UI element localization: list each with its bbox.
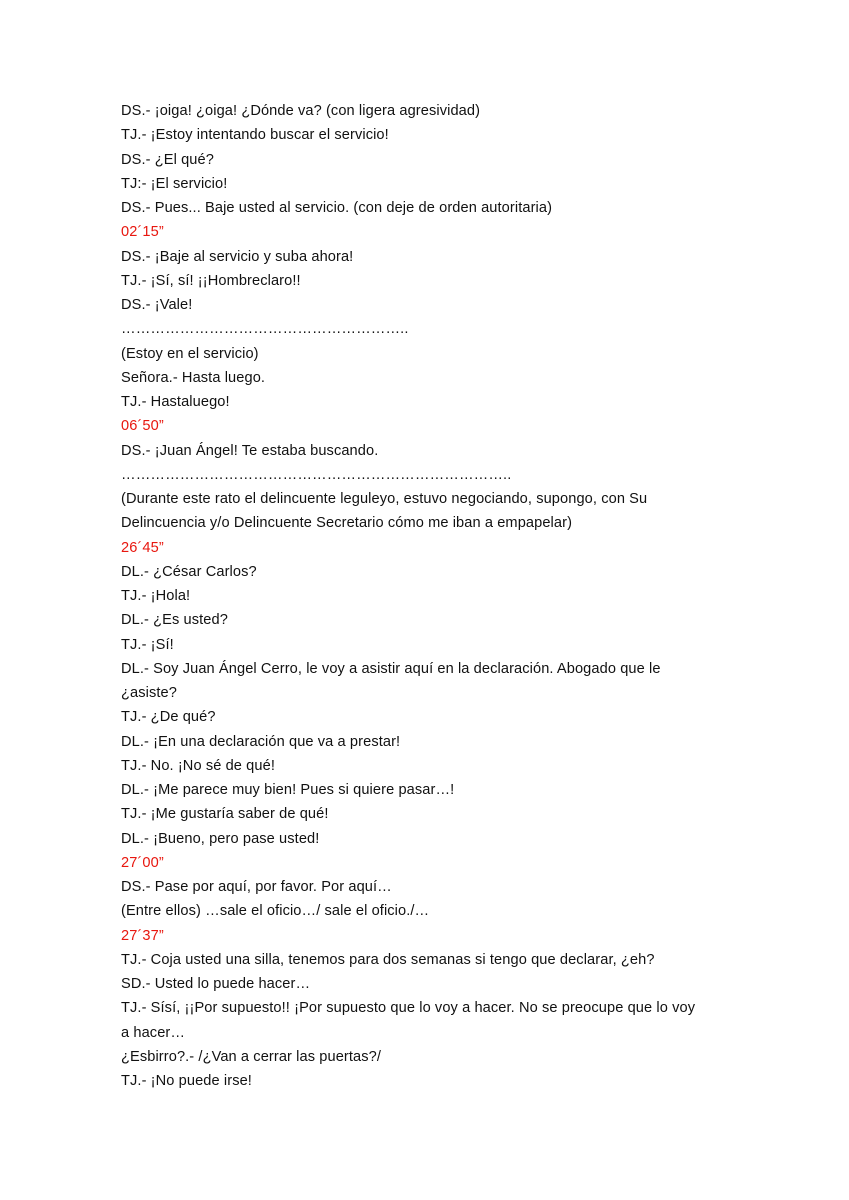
transcript-line: ¿asiste? (121, 685, 177, 701)
transcript-line: TJ.- ¡Me gustaría saber de qué! (121, 806, 329, 823)
transcript-line: TJ.- ¡No puede irse! (121, 1073, 252, 1089)
transcript-line: DS.- ¡Juan Ángel! Te estaba buscando. (121, 442, 379, 459)
transcript-line: DS.- ¡oiga! ¿oiga! ¿Dónde va? (con ligera agresividad) (121, 103, 481, 119)
transcript-line: TJ.- ¡Estoy intentando buscar el servicio! (121, 127, 389, 144)
transcript-line: TJ.- ¿De qué? (121, 709, 216, 726)
transcript-line: DS.- ¡Baje al servicio y suba ahora! (121, 248, 354, 265)
transcript-line: TJ.- No. ¡No sé de qué! (121, 757, 275, 774)
transcript-line: DL.- ¿Es usted? (121, 612, 228, 629)
timestamp-line: 06´50” (121, 418, 164, 435)
transcript-line: Señora.- Hasta luego. (121, 369, 266, 386)
timestamp-line: 26´45” (121, 539, 164, 556)
transcript-line: (Durante este rato el delincuente leguleyo, estuvo negociando, supongo, con Su (121, 491, 648, 507)
transcript-line: ………………………………………………….. (121, 321, 409, 338)
transcript-body (121, 99, 741, 1093)
transcript-line: TJ.- ¡Sí, sí! ¡¡Hombreclaro!! (121, 272, 301, 289)
transcript-line: SD.- Usted lo puede hacer… (121, 976, 311, 992)
transcript-line: (Entre ellos) …sale el oficio…/ sale el oficio./… (121, 903, 430, 920)
transcript-line: DL.- ¡Me parece muy bien! Pues si quiere pasar…! (121, 782, 455, 798)
transcript-line: (Estoy en el servicio) (121, 345, 259, 362)
transcript-line: a hacer… (121, 1024, 186, 1041)
transcript-line: Delincuencia y/o Delincuente Secretario cómo me iban a empapelar) (121, 515, 573, 532)
transcript-line: DS.- Pues... Baje usted al servicio. (con deje de orden autoritaria) (121, 200, 553, 216)
transcript-line: TJ.- ¡Hola! (121, 588, 191, 604)
transcript-line: …………………………………………………………………….. (121, 466, 512, 483)
transcript-line: TJ.- Hastaluego! (121, 394, 230, 410)
transcript-line: DS.- ¿El qué? (121, 151, 214, 168)
transcript-line: TJ.- Coja usted una silla, tenemos para dos semanas si tengo que declarar, ¿eh? (121, 951, 655, 968)
timestamp-line: 27´00” (121, 854, 164, 871)
transcript-line: DL.- Soy Juan Ángel Cerro, le voy a asistir aquí en la declaración. Abogado que le (121, 660, 661, 677)
transcript-line: TJ.- Sísí, ¡¡Por supuesto!! ¡Por supuesto que lo voy a hacer. No se preocupe que lo voy (121, 1000, 696, 1017)
transcript-line: DL.- ¡Bueno, pero pase usted! (121, 830, 320, 847)
transcript-line: ¿Esbirro?.- /¿Van a cerrar las puertas?/ (121, 1048, 382, 1065)
transcript-line: TJ.- ¡Sí! (121, 636, 174, 653)
transcript-line: TJ:- ¡El servicio! (121, 175, 228, 192)
timestamp-line: 02´15” (121, 224, 164, 241)
transcript-line: DS.- ¡Vale! (121, 297, 193, 313)
transcript-line: DL.- ¡En una declaración que va a prestar! (121, 733, 401, 750)
transcript-line: DL.- ¿César Carlos? (121, 563, 257, 580)
timestamp-line: 27´37” (121, 927, 164, 944)
transcript-line: DS.- Pase por aquí, por favor. Por aquí… (121, 879, 392, 895)
